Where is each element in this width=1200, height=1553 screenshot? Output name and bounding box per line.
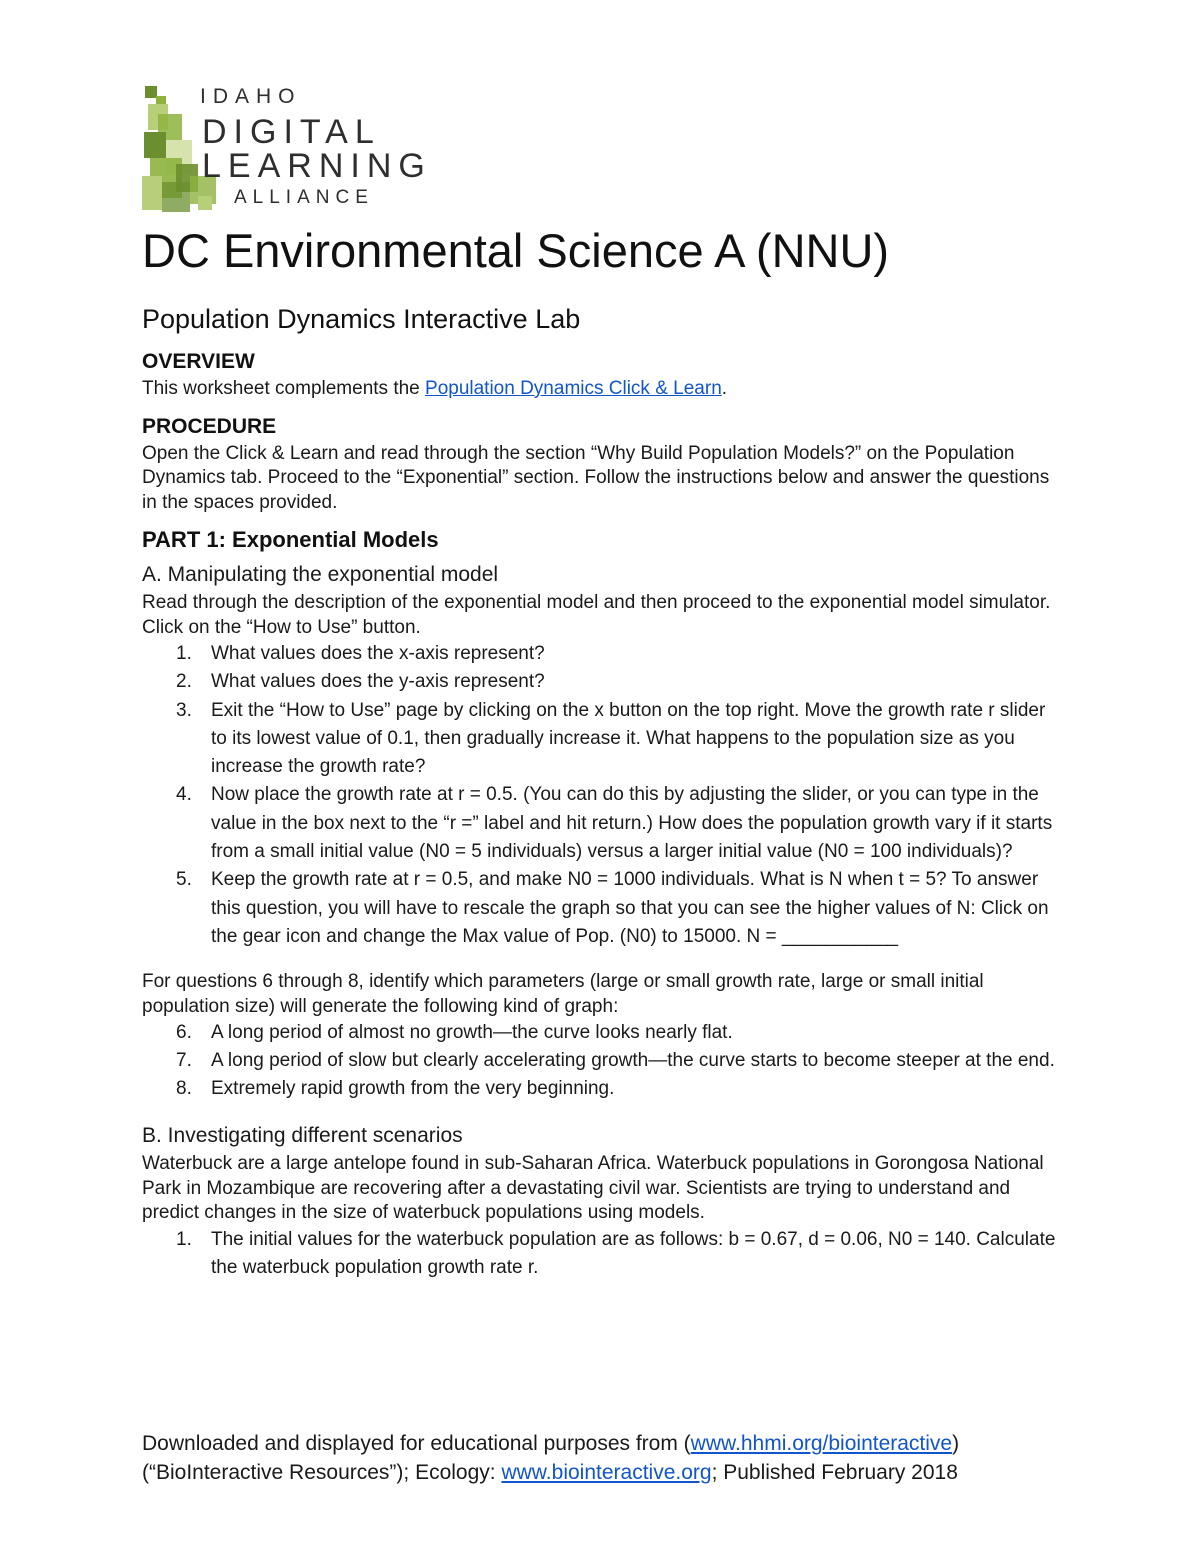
footer-line-2 xyxy=(142,1458,1102,1487)
question-text: The initial values for the waterbuck population are as follows: b = 0.67, d = 0.06, N0 = 140. Calculate the waterbuck population growth rate r. xyxy=(211,1228,1056,1278)
section-b-intro: Waterbuck are a large antelope found in sub-Saharan Africa. Waterbuck populations in Gorongosa National Park in Mozambique are recovering after a devastating civil war. Scientists are trying to understand and predict changes in the size of waterbuck populations using models. xyxy=(142,1153,1044,1224)
footer-line-2-start: (“BioInteractive Resources”); Ecology: xyxy=(142,1461,502,1484)
footer-line-1-start: Downloaded and displayed for educational purposes from ( xyxy=(142,1432,691,1455)
question-number: 4. xyxy=(176,784,192,806)
question-number: 5. xyxy=(176,869,192,891)
overview-heading: OVERVIEW xyxy=(142,350,255,373)
list-item xyxy=(142,1047,1062,1075)
section-b-question-list xyxy=(142,1226,1062,1282)
list-item xyxy=(142,781,1062,866)
footer-line-2-end: ; Published February 2018 xyxy=(711,1461,958,1484)
question-text: Exit the “How to Use” page by clicking on the x button on the top right. Move the growth rate r slider to its lowest value of 0.1, then gradually increase it. What happens to the population size as you increase the growth rate? xyxy=(211,699,1046,778)
course-title: DC Environmental Science A (NNU) xyxy=(142,224,890,277)
overview-text xyxy=(142,377,1062,402)
overview-text-end: . xyxy=(721,378,728,399)
question-text: Now place the growth rate at r = 0.5. (You can do this by adjusting the slider, or you can type in the value in the box next to the “r =” label and hit return.) How does the population growth vary if it starts from a small initial value (N0 = 5 individuals) versus a larger initial value (N0 = 100 individuals)? xyxy=(211,784,1053,863)
section-b-heading: B. Investigating different scenarios xyxy=(142,1124,463,1148)
idla-logo xyxy=(142,80,1062,215)
section-a-intro: Read through the description of the exponential model and then proceed to the exponential model simulator. Click on the “How to Use” button. xyxy=(142,592,1051,638)
section-a-question-list-2 xyxy=(142,1019,1062,1103)
procedure-heading: PROCEDURE xyxy=(142,414,277,438)
logo-text-digital: DIGITAL xyxy=(202,113,381,151)
question-number: 1. xyxy=(176,643,192,664)
list-item xyxy=(142,1226,1062,1282)
question-number: 6. xyxy=(176,1022,192,1044)
list-item xyxy=(142,1075,1062,1103)
lab-title: Population Dynamics Interactive Lab xyxy=(142,304,581,334)
procedure-text: Open the Click & Learn and read through the section “Why Build Population Models?” on the Population Dynamics tab. Proceed to the “Exponential” section. Follow the instructions below and answer the questions in the spaces provided. xyxy=(142,442,1050,513)
question-text: What values does the x-axis represent? xyxy=(211,643,545,664)
list-item xyxy=(142,697,1062,782)
list-item xyxy=(142,866,1062,951)
section-a-intro-2: For questions 6 through 8, identify which parameters (large or small growth rate, large or small initial population size) will generate the following kind of graph: xyxy=(142,971,984,1017)
question-number: 8. xyxy=(176,1078,192,1100)
list-item xyxy=(142,1019,1062,1047)
question-number: 3. xyxy=(176,699,192,721)
question-text: A long period of almost no growth—the curve looks nearly flat. xyxy=(211,1022,733,1044)
hhmi-link[interactable]: www.hhmi.org/biointeractive xyxy=(690,1432,953,1455)
question-text: A long period of slow but clearly accelerating growth—the curve starts to become steeper at the end. xyxy=(211,1050,1055,1072)
question-text: Extremely rapid growth from the very beginning. xyxy=(211,1078,615,1100)
click-and-learn-link[interactable]: Population Dynamics Click & Learn xyxy=(425,378,722,399)
part1-heading: PART 1: Exponential Models xyxy=(142,527,439,552)
document-page xyxy=(142,80,1062,1282)
question-number: 2. xyxy=(176,671,192,693)
footer-line-1-end: ) xyxy=(952,1432,960,1455)
logo-text-alliance: ALLIANCE xyxy=(234,187,374,208)
question-text: Keep the growth rate at r = 0.5, and make N0 = 1000 individuals. What is N when t = 5? To answer this question, you will have to rescale the graph so that you can see the higher values of N: Click on the gear icon and change the Max value of Pop. (N0) to 15000. N = ___________ xyxy=(211,869,1049,947)
question-number: 1. xyxy=(176,1228,192,1250)
section-a-heading: A. Manipulating the exponential model xyxy=(142,563,499,586)
question-number: 7. xyxy=(176,1050,192,1072)
question-text: What values does the y-axis represent? xyxy=(211,671,545,693)
logo-text-learning: LEARNING xyxy=(202,147,432,185)
overview-text-start: This worksheet complements the xyxy=(142,378,426,399)
page-footer xyxy=(142,1429,1102,1487)
biointeractive-link[interactable]: www.biointeractive.org xyxy=(501,1461,712,1484)
list-item xyxy=(142,640,1062,668)
list-item xyxy=(142,668,1062,696)
logo-text-idaho: IDAHO xyxy=(200,85,302,108)
footer-line-1 xyxy=(142,1429,1102,1458)
section-a-question-list xyxy=(142,640,1062,951)
